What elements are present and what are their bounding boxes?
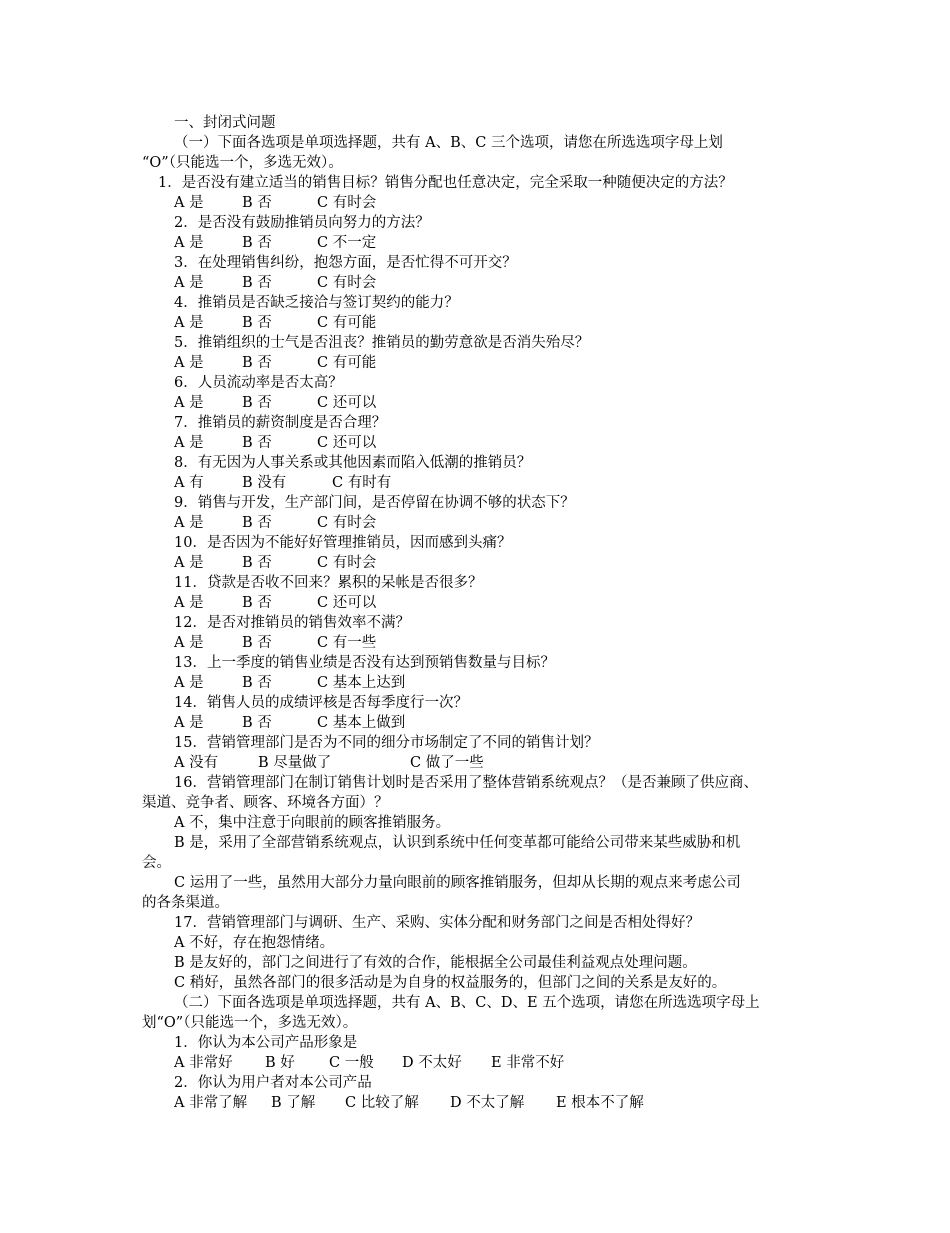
option-c: C 还可以 [317,435,377,451]
question-8: 8．有无因为人事关系或其他因素而陷入低潮的推销员？ [174,455,532,471]
option-c: C 还可以 [317,395,377,411]
option-b: B 否 [242,435,272,451]
option-c: C 有时有 [332,475,392,491]
option-c: C 做了一些 [410,755,484,771]
option-a: A 是 [174,355,204,371]
option-c: C 还可以 [317,595,377,611]
option-b: B 否 [242,315,272,331]
option-c: C 有时会 [317,195,377,211]
question-15: 15．营销管理部门是否为不同的细分市场制定了不同的销售计划？ [174,735,599,751]
question-14: 14．销售人员的成绩评核是否每季度行一次？ [174,695,468,711]
option-a: A 有 [174,475,204,491]
question-9-options [174,513,377,533]
question-17-option-c: C 稍好，虽然各部门的很多活动是为自身的权益服务的，但部门之间的关系是友好的。 [174,975,727,991]
option-a: A 是 [174,675,204,691]
section-title: 一、封闭式问题 [174,115,276,131]
option-a: A 是 [174,235,204,251]
option-c: C 有时会 [317,275,377,291]
question-15-options [174,753,484,773]
option-b: B 否 [242,355,272,371]
question-7-options [174,433,377,453]
option-a: A 是 [174,555,204,571]
question-16-option-b-line2: 会。 [142,855,171,871]
option-a: A 是 [174,195,204,211]
part2-intro-line1: （二）下面各选项是单项选择题，共有 A、B、C、D、E 五个选项，请您在所选选项字母上 [174,995,760,1011]
question-17: 17．营销管理部门与调研、生产、采购、实体分配和财务部门之间是否相处得好？ [174,915,700,931]
question-16-option-c-line1: C 运用了一些，虽然用大部分力量向眼前的顾客推销服务，但却从长期的观点来考虑公司 [174,875,741,891]
option-a: A 是 [174,715,204,731]
part2-question-2: 2．你认为用户者对本公司产品 [174,1075,372,1091]
option-c: C 有时会 [317,555,377,571]
option-b: B 否 [242,555,272,571]
question-6: 6．人员流动率是否太高？ [174,375,343,391]
question-2-options [174,233,377,253]
question-16-option-b-line1: B 是，采用了全部营销系统观点，认识到系统中任何变革都可能给公司带来某些威胁和机 [174,835,741,851]
option-d: D 不太好 [402,1055,462,1071]
option-b: B 否 [242,675,272,691]
option-b: B 否 [242,395,272,411]
question-4-options [174,313,377,333]
option-c: C 一般 [329,1055,374,1071]
option-b: B 没有 [242,475,287,491]
question-4: 4．推销员是否缺乏接洽与签订契约的能力？ [174,295,459,311]
option-c: C 比较了解 [345,1095,419,1111]
part2-question-1-options [174,1053,565,1073]
question-10: 10．是否因为不能好好管理推销员，因而感到头痛？ [174,535,512,551]
option-a: A 是 [174,595,204,611]
question-16-option-c-line2: 的各条渠道。 [142,895,229,911]
question-8-options [174,473,392,493]
question-7: 7．推销员的薪资制度是否合理？ [174,415,387,431]
question-11-options [174,593,377,613]
question-5-options [174,353,377,373]
question-3-options [174,273,377,293]
part1-intro-line2: “O”（只能选一个，多选无效）。 [142,155,343,171]
option-b: B 否 [242,235,272,251]
part2-question-2-options [174,1093,644,1113]
question-14-options [174,713,406,733]
option-c: C 基本上达到 [317,675,406,691]
part2-question-1: 1．你认为本公司产品形象是 [174,1035,358,1051]
part2-intro-line2: 划“O”（只能选一个，多选无效）。 [142,1015,358,1031]
option-a: A 是 [174,395,204,411]
question-13: 13．上一季度的销售业绩是否没有达到预销售数量与目标？ [174,655,555,671]
option-b: B 了解 [271,1095,316,1111]
option-b: B 否 [242,515,272,531]
part1-intro-line1: （一）下面各选项是单项选择题，共有 A、B、C 三个选项，请您在所选选项字母上划 [174,135,723,151]
question-16-option-a: A 不，集中注意于向眼前的顾客推销服务。 [174,815,451,831]
option-c: C 有可能 [317,315,377,331]
question-3: 3．在处理销售纠纷，抱怨方面，是否忙得不可开交？ [174,255,517,271]
question-9: 9．销售与开发，生产部门间，是否停留在协调不够的状态下？ [174,495,575,511]
option-b: B 否 [242,595,272,611]
question-17-option-b: B 是友好的，部门之间进行了有效的合作，能根据全公司最佳利益观点处理问题。 [174,955,697,971]
question-11: 11．贷款是否收不回来？累积的呆帐是否很多？ [174,575,483,591]
option-c: C 有一些 [317,635,377,651]
option-c: C 有可能 [317,355,377,371]
question-17-option-a: A 不好，存在抱怨情绪。 [174,935,335,951]
option-a: A 是 [174,435,204,451]
option-b: B 否 [242,275,272,291]
option-b: B 尽量做了 [258,755,332,771]
question-10-options [174,553,377,573]
option-a: A 是 [174,315,204,331]
question-12-options [174,633,377,653]
option-b: B 好 [265,1055,295,1071]
option-b: B 否 [242,195,272,211]
option-c: C 有时会 [317,515,377,531]
option-c: C 基本上做到 [317,715,406,731]
option-e: E 根本不了解 [556,1095,644,1111]
option-a: A 非常了解 [174,1095,248,1111]
option-a: A 是 [174,515,204,531]
question-12: 12．是否对推销员的销售效率不满？ [174,615,410,631]
question-5: 5．推销组织的士气是否沮丧？推销员的勤劳意欲是否消失殆尽？ [174,335,590,351]
option-d: D 不太了解 [450,1095,525,1111]
option-e: E 非常不好 [491,1055,565,1071]
option-a: A 没有 [174,755,219,771]
question-13-options [174,673,406,693]
option-a: A 是 [174,635,204,651]
option-b: B 否 [242,715,272,731]
question-16-line1: 16．营销管理部门在制订销售计划时是否采用了整体营销系统观点？（是否兼顾了供应商、 [174,775,758,791]
question-2: 2．是否没有鼓励推销员向努力的方法？ [174,215,430,231]
question-1-options [174,193,377,213]
question-16-line2: 渠道、竞争者、顾客、环境各方面）？ [142,795,389,811]
option-c: C 不一定 [317,235,377,251]
question-1: 1．是否没有建立适当的销售目标？销售分配也任意决定，完全采取一种随便决定的方法？ [158,175,733,191]
option-a: A 非常好 [174,1055,233,1071]
question-6-options [174,393,377,413]
option-a: A 是 [174,275,204,291]
option-b: B 否 [242,635,272,651]
